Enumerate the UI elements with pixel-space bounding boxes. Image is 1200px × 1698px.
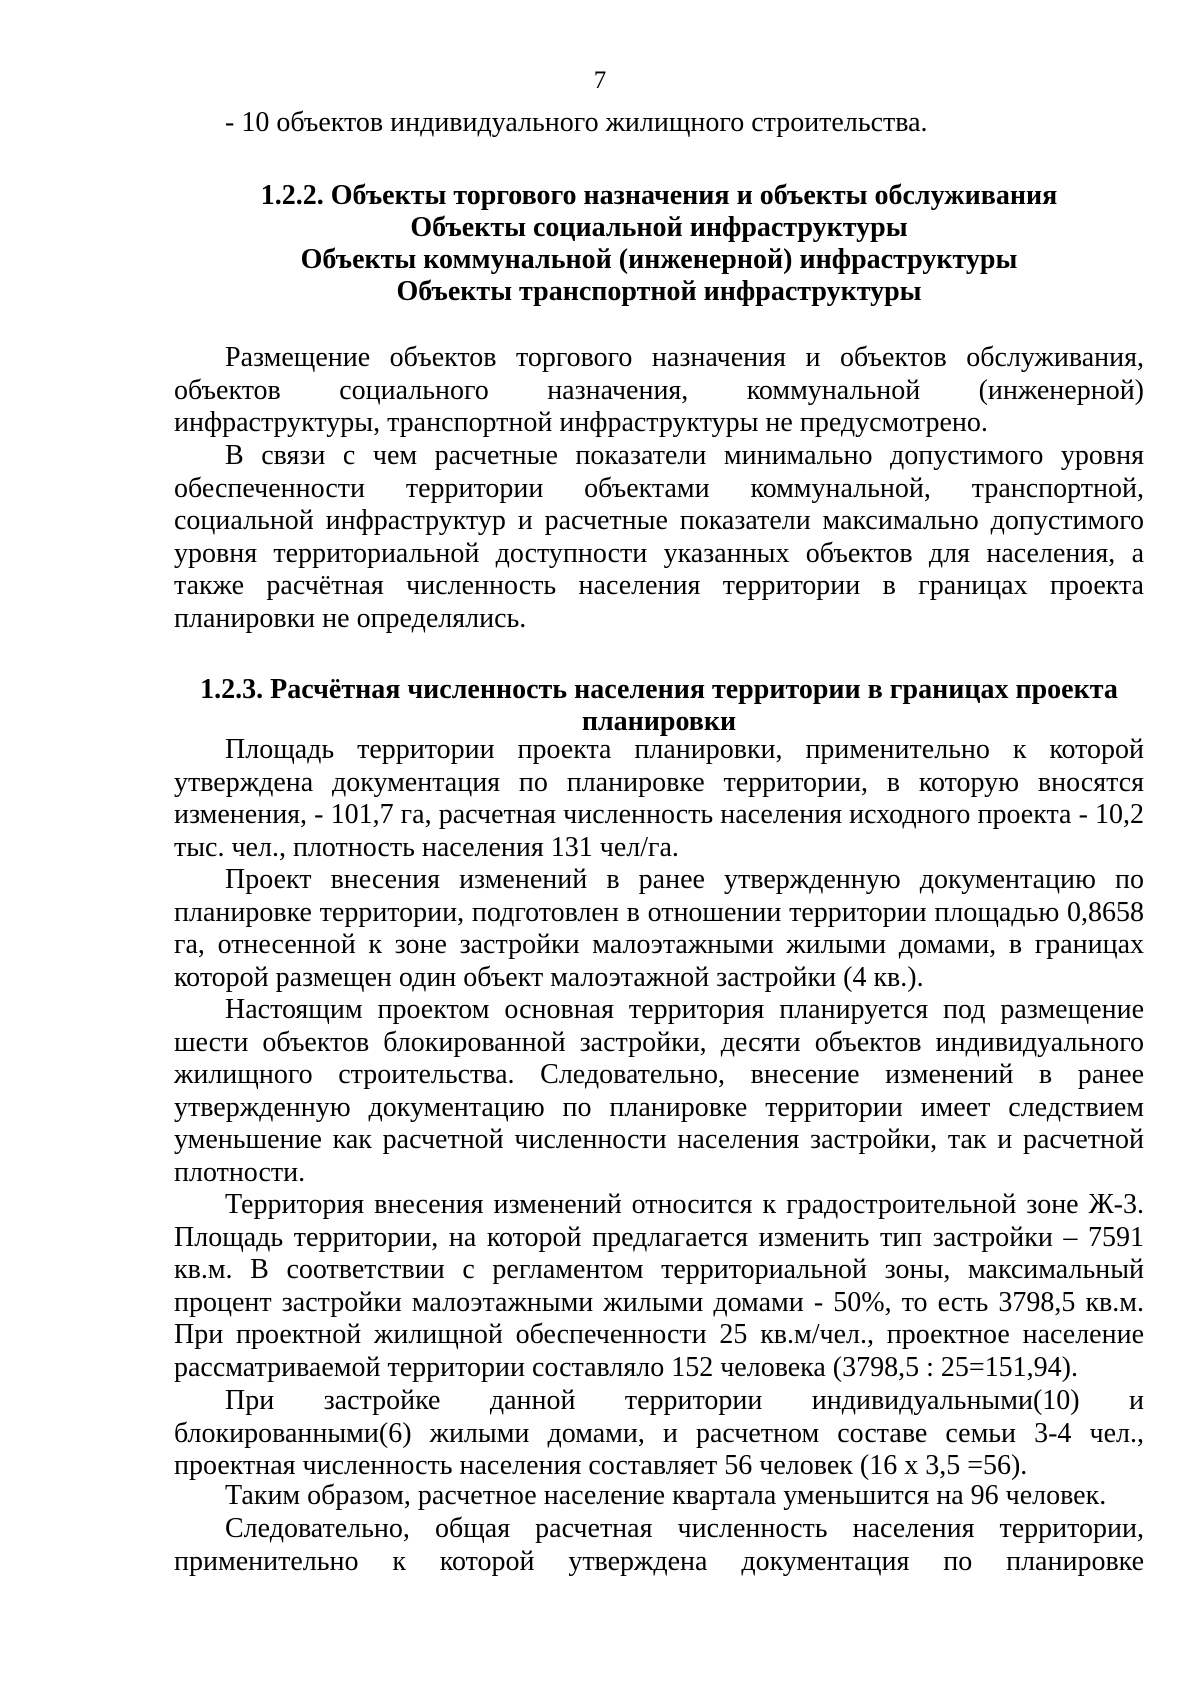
heading-line: Объекты коммунальной (инженерной) инфраструктуры bbox=[300, 244, 1018, 275]
paragraph: При застройке данной территории индивидуальными(10) и блокированными(6) жилыми домами, и расчетном составе семьи 3-4 чел., проектная численность населения составляет 56 человек (16 х 3,5 =56). bbox=[174, 1385, 1144, 1481]
paragraph: Проект внесения изменений в ранее утвержденную документацию по планировке территории, подготовлен в отношении территории площадью 0,8658 га, отнесенной к зоне застройки малоэтажными жилыми домами, в границах которой размещен один объект малоэтажной застройки (4 кв.). bbox=[174, 864, 1144, 993]
heading-line: Объекты транспортной инфраструктуры bbox=[396, 276, 922, 307]
page-number: 7 bbox=[593, 67, 607, 94]
heading-line: Объекты социальной инфраструктуры bbox=[410, 212, 908, 243]
paragraph: Следовательно, общая расчетная численность населения территории, применительно к которой утверждена документация по планировке bbox=[174, 1513, 1144, 1577]
list-item: - 10 объектов индивидуального жилищного строительства. bbox=[225, 107, 928, 138]
heading-line: 1.2.3. Расчётная численность населения территории в границах проекта bbox=[200, 674, 1118, 705]
heading-line: планировки bbox=[581, 706, 737, 737]
paragraph: Настоящим проектом основная территория планируется под размещение шести объектов блокированной застройки, десяти объектов индивидуального жилищного строительства. Следовательно, внесение изменений в ранее утвержденную документацию по планировке территории имеет следствием уменьшение как расчетной численности населения застройки, так и расчетной плотности. bbox=[174, 994, 1144, 1188]
paragraph: Размещение объектов торгового назначения и объектов обслуживания, объектов социального назначения, коммунальной (инженерной) инфраструктуры, транспортной инфраструктуры не предусмотрено. bbox=[174, 342, 1144, 438]
paragraph: Таким образом, расчетное население квартала уменьшится на 96 человек. bbox=[225, 1480, 1107, 1511]
paragraph: Площадь территории проекта планировки, применительно к которой утверждена документация по планировке территории, в которую вносятся изменения, - 101,7 га, расчетная численность населения исходного проекта - 10,2 тыс. чел., плотность населения 131 чел/га. bbox=[174, 734, 1144, 863]
paragraph: В связи с чем расчетные показатели минимально допустимого уровня обеспеченности территории объектами коммунальной, транспортной, социальной инфраструктур и расчетные показатели максимально допустимого уровня территориальной доступности указанных объектов для населения, а также расчётная численность населения территории в границах проекта планировки не определялись. bbox=[174, 440, 1144, 634]
section-heading-1-2-3 bbox=[174, 674, 1144, 738]
section-heading-1-2-2 bbox=[174, 180, 1144, 308]
heading-line: 1.2.2. Объекты торгового назначения и объекты обслуживания bbox=[260, 180, 1058, 211]
paragraph: Территория внесения изменений относится к градостроительной зоне Ж-3. Площадь территории, на которой предлагается изменить тип застройки – 7591 кв.м. В соответствии с регламентом территориальной зоны, максимальный процент застройки малоэтажными жилыми домами - 50%, то есть 3798,5 кв.м. При проектной жилищной обеспеченности 25 кв.м/чел., проектное население рассматриваемой территории составляло 152 человека (3798,5 : 25=151,94). bbox=[174, 1189, 1144, 1383]
